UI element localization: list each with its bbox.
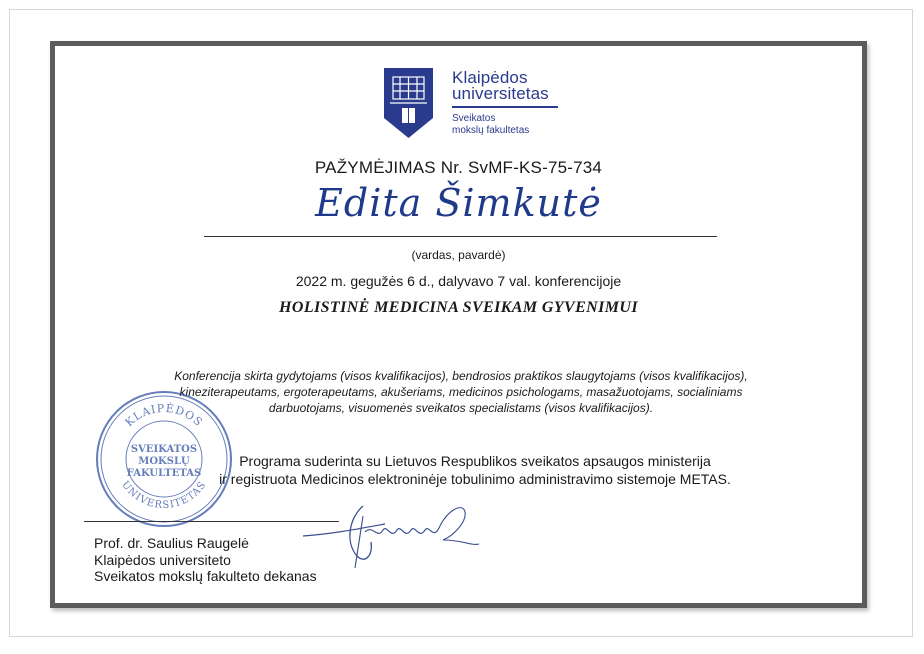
attendance-statement: 2022 m. gegužės 6 d., dalyvavo 7 val. konferencijoje [295, 273, 622, 289]
university-name-line1: Klaipėdos [452, 68, 528, 87]
stamp-middle-line1: SVEIKATOS [130, 444, 198, 455]
signer-name: Prof. dr. Saulius Raugelė [94, 535, 249, 551]
certificate [50, 41, 867, 608]
stamp-bottom-text: UNIVERSITETAS [119, 479, 209, 512]
stamp-middle-line3: FAKULTETAS [126, 468, 202, 479]
signer-institution: Klaipėdos universiteto [94, 551, 231, 568]
university-name-line2: universitetas [452, 84, 549, 103]
approval-statement [155, 452, 795, 488]
university-logo-text [452, 70, 558, 137]
svg-text:KLAIPĖDOS [123, 401, 206, 429]
signer-position: Sveikatos mokslų fakulteto dekanas [94, 568, 317, 584]
recipient-name: Edita Šimkutė [315, 181, 602, 225]
approval-line: Programa suderinta su Lietuvos Respublikos sveikatos apsaugos ministerija [239, 453, 711, 469]
approval-line: ir registruota Medicinos elektroninėje tobulinimo administravimo sistemoje METAS. [219, 471, 731, 487]
name-underline [204, 236, 717, 237]
audience-line: kineziterapeutams, ergoterapeutams, akušeriams, medicinos psichologams, masažuotojams, socialiniams [179, 385, 743, 399]
signature-icon [293, 498, 493, 570]
faculty-name-line2: mokslų fakultetas [452, 124, 530, 136]
name-caption: (vardas, pavardė) [411, 248, 506, 262]
audience-line: Konferencija skirta gydytojams (visos kvalifikacijos), bendrosios praktikos slaugytojams (visos kvalifikacijos), [174, 369, 748, 383]
signer-block [94, 535, 317, 585]
stamp-middle-line2: MOKSLŲ [138, 456, 190, 467]
certificate-number: PAŽYMĖJIMAS Nr. SvMF-KS-75-734 [314, 158, 603, 177]
conference-title: HOLISTINĖ MEDICINA SVEIKAM GYVENIMUI [279, 299, 638, 316]
stamp-top-text: KLAIPĖDOS [122, 401, 206, 430]
logo-divider [452, 106, 558, 108]
university-logo-icon [384, 68, 433, 138]
audience-line: darbuotojams, visuomenės sveikatos specialistams (visos kvalifikacijos). [268, 401, 654, 415]
faculty-name-line1: Sveikatos [452, 112, 496, 124]
